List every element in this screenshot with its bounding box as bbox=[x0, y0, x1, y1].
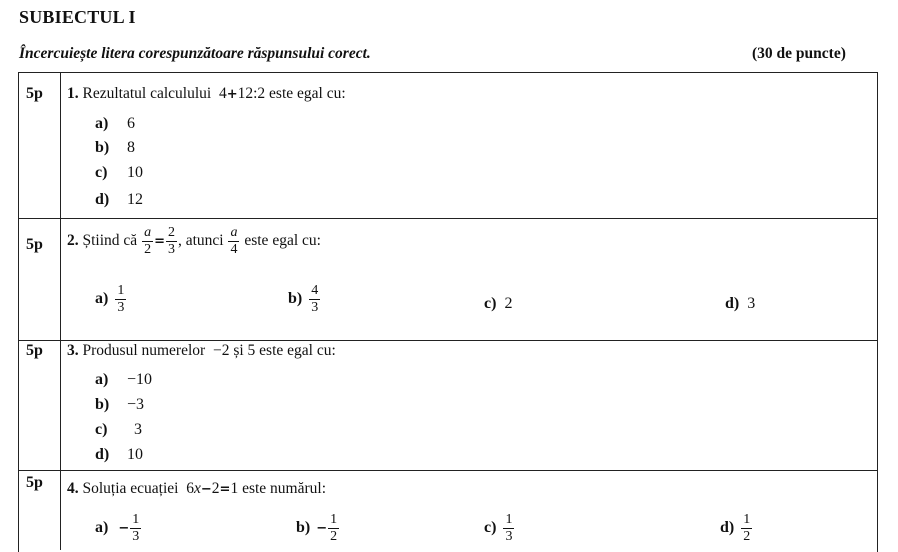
question-text: Produsul numerelor bbox=[82, 342, 206, 359]
total-points: (30 de puncte) bbox=[752, 45, 846, 62]
question-text-suffix: este numărul: bbox=[242, 480, 326, 497]
number: 5 bbox=[247, 342, 256, 359]
fraction: $\frac{2}{3}$ bbox=[167, 225, 175, 257]
option-value: −3 bbox=[127, 396, 145, 413]
question-number: 4. bbox=[67, 480, 79, 497]
fraction: $\frac{a}{2}$ bbox=[144, 225, 152, 257]
option-b[interactable]: b) − $\frac{1}{2}$ bbox=[296, 512, 338, 544]
question-1-points: 5p bbox=[26, 85, 43, 102]
question-2-points: 5p bbox=[26, 236, 43, 253]
question-text: Știind că bbox=[82, 232, 138, 250]
option-value: 6 bbox=[127, 115, 135, 132]
instruction-text: Încercuiește litera corespunzătoare răspunsului corect. bbox=[19, 45, 371, 62]
points-column-divider bbox=[60, 72, 61, 550]
fraction: $\frac{1}{3}$ bbox=[505, 512, 513, 544]
option-value: 12 bbox=[127, 191, 143, 208]
option-b[interactable]: b) 8 bbox=[95, 139, 135, 156]
question-4-points: 5p bbox=[26, 474, 43, 491]
row-divider bbox=[18, 470, 878, 471]
option-c[interactable]: c) 10 bbox=[95, 164, 143, 181]
question-3-text bbox=[67, 342, 336, 360]
page-title: SUBIECTUL I bbox=[19, 7, 136, 27]
option-value: 10 bbox=[127, 446, 143, 463]
question-3-points: 5p bbox=[26, 342, 43, 359]
option-a[interactable]: a) 6 bbox=[95, 115, 135, 132]
question-1-text bbox=[67, 85, 346, 103]
row-divider bbox=[18, 340, 878, 341]
equation: 6x−2=1 bbox=[186, 480, 239, 497]
question-text-mid: , atunci bbox=[177, 232, 224, 250]
fraction: $\frac{1}{2}$ bbox=[743, 512, 751, 544]
number: −2 bbox=[212, 342, 230, 359]
question-number: 3. bbox=[67, 342, 79, 359]
fraction: $\frac{4}{3}$ bbox=[311, 283, 319, 315]
fraction: $\frac{a}{4}$ bbox=[230, 225, 238, 257]
option-d[interactable]: d) 12 bbox=[95, 191, 143, 208]
option-value: 3 bbox=[134, 421, 142, 438]
question-text-suffix: este egal cu: bbox=[244, 232, 321, 250]
option-a[interactable]: a) $\frac{1}{3}$ bbox=[95, 283, 125, 315]
option-c[interactable]: c) 2 bbox=[484, 295, 513, 312]
option-a[interactable]: a) − $\frac{1}{3}$ bbox=[95, 512, 140, 544]
option-value: −10 bbox=[127, 371, 153, 388]
option-b[interactable]: b) −3 bbox=[95, 396, 145, 413]
question-text-suffix: este egal cu: bbox=[259, 342, 336, 359]
question-number: 1. bbox=[67, 85, 79, 102]
option-value: 2 bbox=[504, 295, 513, 312]
option-a[interactable]: a) −10 bbox=[95, 371, 153, 388]
option-d[interactable]: d) 3 bbox=[725, 295, 756, 312]
option-value: 10 bbox=[127, 164, 143, 181]
question-number: 2. bbox=[67, 232, 79, 250]
option-value: 8 bbox=[127, 139, 135, 156]
option-c[interactable]: c) 3 bbox=[95, 421, 142, 438]
option-value: 3 bbox=[747, 295, 756, 312]
option-b[interactable]: b) $\frac{4}{3}$ bbox=[288, 283, 319, 315]
question-4-text bbox=[67, 480, 326, 498]
fraction: $\frac{1}{3}$ bbox=[132, 512, 140, 544]
conjunction: și bbox=[233, 342, 244, 359]
option-d[interactable]: d) $\frac{1}{2}$ bbox=[720, 512, 751, 544]
fraction: $\frac{1}{2}$ bbox=[330, 512, 338, 544]
fraction: $\frac{1}{3}$ bbox=[117, 283, 125, 315]
option-c[interactable]: c) $\frac{1}{3}$ bbox=[484, 512, 513, 544]
question-text: Soluția ecuației bbox=[82, 480, 179, 497]
row-divider bbox=[18, 218, 878, 219]
math-expression: 4+12:2 bbox=[218, 85, 266, 102]
option-d[interactable]: d) 10 bbox=[95, 446, 143, 463]
question-text-suffix: este egal cu: bbox=[269, 85, 346, 102]
question-text: Rezultatul calculului bbox=[82, 85, 212, 102]
question-2-text: 2. Știind că $\frac{a}{2}$ = $\frac{2}{3}$ , atunci $\frac{a}{4}$ este egal cu: bbox=[67, 225, 321, 257]
